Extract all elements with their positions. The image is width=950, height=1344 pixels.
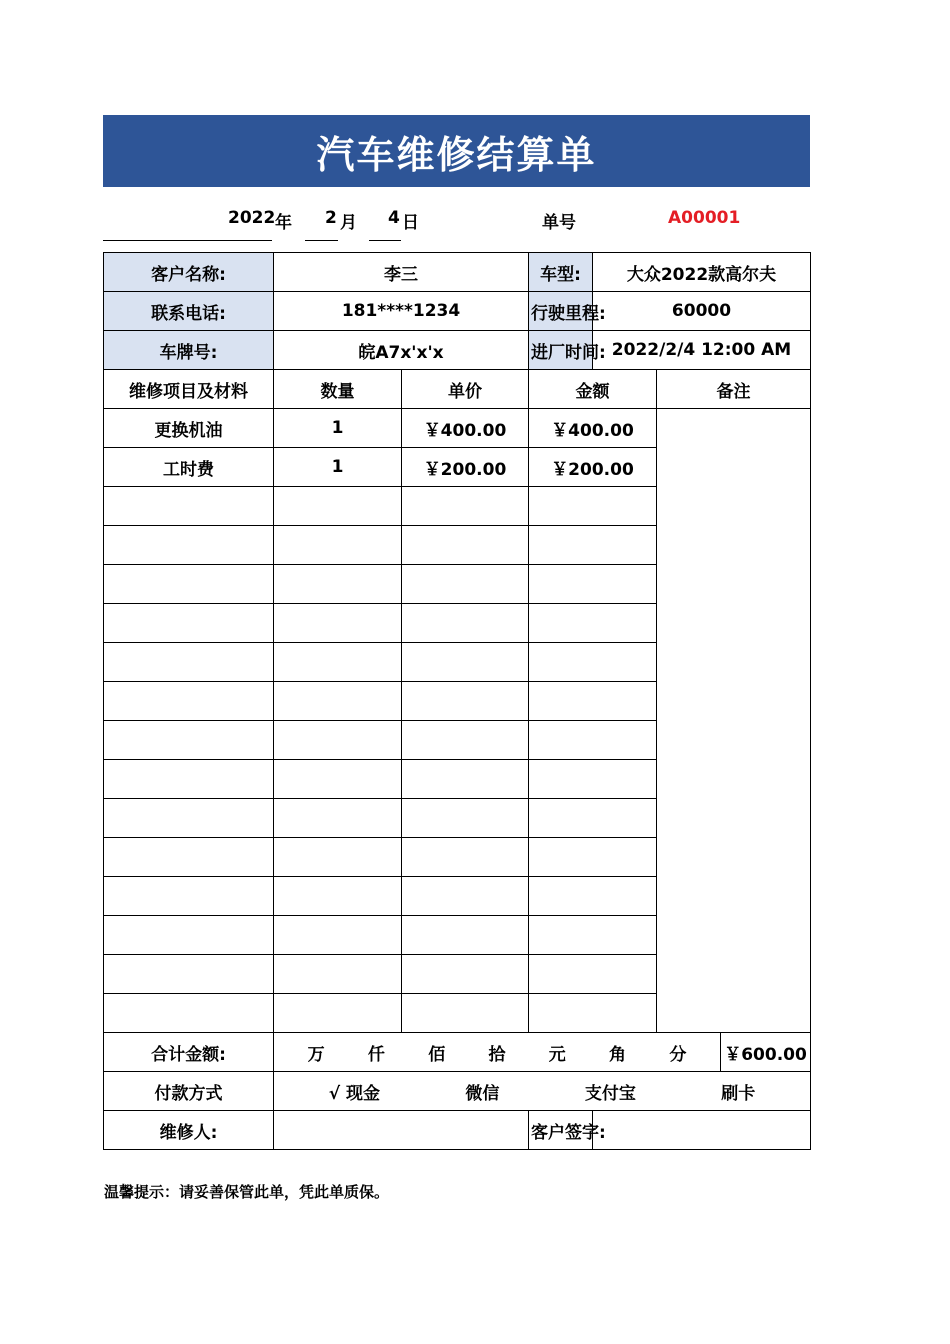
amount-cell — [529, 526, 657, 565]
price-cell — [402, 721, 529, 760]
signature-row — [104, 1111, 811, 1150]
amount-unit: 分 — [669, 1044, 687, 1065]
price-cell — [402, 526, 529, 565]
qty-cell: 1 — [274, 448, 402, 487]
item-cell — [104, 877, 274, 916]
order-number: A00001 — [668, 208, 741, 228]
signature-field[interactable] — [593, 1111, 811, 1150]
month-underline — [305, 240, 338, 241]
price-cell — [402, 760, 529, 799]
plate-value: 皖A7x'x'x — [274, 331, 529, 370]
date-day-unit: 日 — [402, 213, 419, 233]
item-cell — [104, 838, 274, 877]
customer-label: 客户名称: — [104, 253, 274, 292]
item-header: 维修项目及材料 — [104, 370, 274, 409]
plate-label: 车牌号: — [104, 331, 274, 370]
day-underline — [369, 240, 401, 241]
price-cell — [402, 838, 529, 877]
phone-value: 181****1234 — [274, 292, 529, 331]
car-model-value: 大众2022款高尔夫 — [593, 253, 811, 292]
amount-unit: 万 — [307, 1044, 325, 1065]
item-cell — [104, 799, 274, 838]
item-cell — [104, 604, 274, 643]
qty-cell — [274, 955, 402, 994]
item-cell: 工时费 — [104, 448, 274, 487]
payment-options-cell — [274, 1072, 811, 1111]
amount-cell — [529, 877, 657, 916]
amount-cell — [529, 565, 657, 604]
price-cell — [402, 955, 529, 994]
price-cell — [402, 799, 529, 838]
payment-option[interactable]: 支付宝 — [584, 1083, 636, 1104]
amount-cell: ￥200.00 — [529, 448, 657, 487]
price-cell — [402, 682, 529, 721]
payment-label: 付款方式 — [104, 1072, 274, 1111]
item-cell — [104, 955, 274, 994]
payment-option[interactable]: 刷卡 — [721, 1083, 756, 1104]
amount-unit: 拾 — [488, 1044, 506, 1065]
item-cell: 更换机油 — [104, 409, 274, 448]
year-underline — [103, 240, 272, 241]
remark-header: 备注 — [657, 370, 811, 409]
mileage-label: 行驶里程: — [529, 292, 593, 331]
price-cell: ￥200.00 — [402, 448, 529, 487]
qty-cell — [274, 682, 402, 721]
item-cell — [104, 760, 274, 799]
table-row — [104, 409, 811, 448]
price-cell — [402, 916, 529, 955]
price-cell — [402, 565, 529, 604]
total-label: 合计金额: — [104, 1033, 274, 1072]
amount-cell — [529, 838, 657, 877]
date-year: 2022 — [228, 208, 276, 228]
amount-cell — [529, 604, 657, 643]
total-words-cell — [274, 1033, 721, 1072]
date-month: 2 — [325, 208, 337, 228]
info-row-phone — [104, 292, 811, 331]
date-day: 4 — [388, 208, 400, 228]
settlement-table — [103, 252, 811, 1150]
item-cell — [104, 487, 274, 526]
item-cell — [104, 994, 274, 1033]
date-month-unit: 月 — [340, 213, 357, 233]
qty-header: 数量 — [274, 370, 402, 409]
payment-option[interactable]: √ 现金 — [328, 1083, 380, 1104]
total-value: ￥600.00 — [721, 1033, 811, 1072]
info-row-customer — [104, 253, 811, 292]
item-cell — [104, 721, 274, 760]
payment-option[interactable]: 微信 — [465, 1083, 500, 1104]
amount-cell — [529, 916, 657, 955]
amount-cell — [529, 487, 657, 526]
car-model-label: 车型: — [529, 253, 593, 292]
price-cell — [402, 643, 529, 682]
qty-cell — [274, 877, 402, 916]
qty-cell — [274, 565, 402, 604]
price-cell — [402, 877, 529, 916]
items-body — [104, 409, 811, 1033]
total-row — [104, 1033, 811, 1072]
info-row-plate — [104, 331, 811, 370]
warranty-note: 温馨提示：请妥善保管此单，凭此单质保。 — [104, 1183, 390, 1201]
order-label: 单号 — [542, 213, 576, 233]
amount-cell — [529, 955, 657, 994]
amount-cell: ￥400.00 — [529, 409, 657, 448]
item-cell — [104, 526, 274, 565]
entry-time-label: 进厂时间: — [529, 331, 593, 370]
amount-cell — [529, 994, 657, 1033]
mileage-value: 60000 — [593, 292, 811, 331]
item-cell — [104, 682, 274, 721]
entry-time-value: 2022/2/4 12:00 AM — [593, 331, 811, 370]
amount-unit: 元 — [548, 1044, 566, 1065]
price-cell — [402, 604, 529, 643]
item-cell — [104, 916, 274, 955]
price-header: 单价 — [402, 370, 529, 409]
amount-unit: 佰 — [428, 1044, 446, 1065]
customer-value: 李三 — [274, 253, 529, 292]
remark-cell — [657, 409, 811, 1033]
price-cell: ￥400.00 — [402, 409, 529, 448]
amount-cell — [529, 721, 657, 760]
price-cell — [402, 487, 529, 526]
signature-label: 客户签字: — [529, 1111, 593, 1150]
qty-cell — [274, 526, 402, 565]
qty-cell — [274, 487, 402, 526]
price-cell — [402, 994, 529, 1033]
qty-cell — [274, 760, 402, 799]
phone-label: 联系电话: — [104, 292, 274, 331]
qty-cell — [274, 721, 402, 760]
items-header-row — [104, 370, 811, 409]
payment-options — [276, 1079, 808, 1104]
qty-cell — [274, 643, 402, 682]
amount-unit: 角 — [609, 1044, 627, 1065]
item-cell — [104, 565, 274, 604]
qty-cell — [274, 916, 402, 955]
repairer-field[interactable] — [274, 1111, 529, 1150]
item-cell — [104, 643, 274, 682]
amount-cell — [529, 799, 657, 838]
payment-row — [104, 1072, 811, 1111]
qty-cell — [274, 994, 402, 1033]
amount-cell — [529, 682, 657, 721]
amount-cell — [529, 643, 657, 682]
repairer-label: 维修人: — [104, 1111, 274, 1150]
qty-cell: 1 — [274, 409, 402, 448]
qty-cell — [274, 604, 402, 643]
qty-cell — [274, 799, 402, 838]
amount-cell — [529, 760, 657, 799]
amount-unit: 仟 — [367, 1044, 385, 1065]
page-title: 汽车维修结算单 — [103, 115, 810, 187]
amount-units — [276, 1040, 718, 1065]
amount-header: 金额 — [529, 370, 657, 409]
qty-cell — [274, 838, 402, 877]
date-year-unit: 年 — [275, 213, 292, 233]
